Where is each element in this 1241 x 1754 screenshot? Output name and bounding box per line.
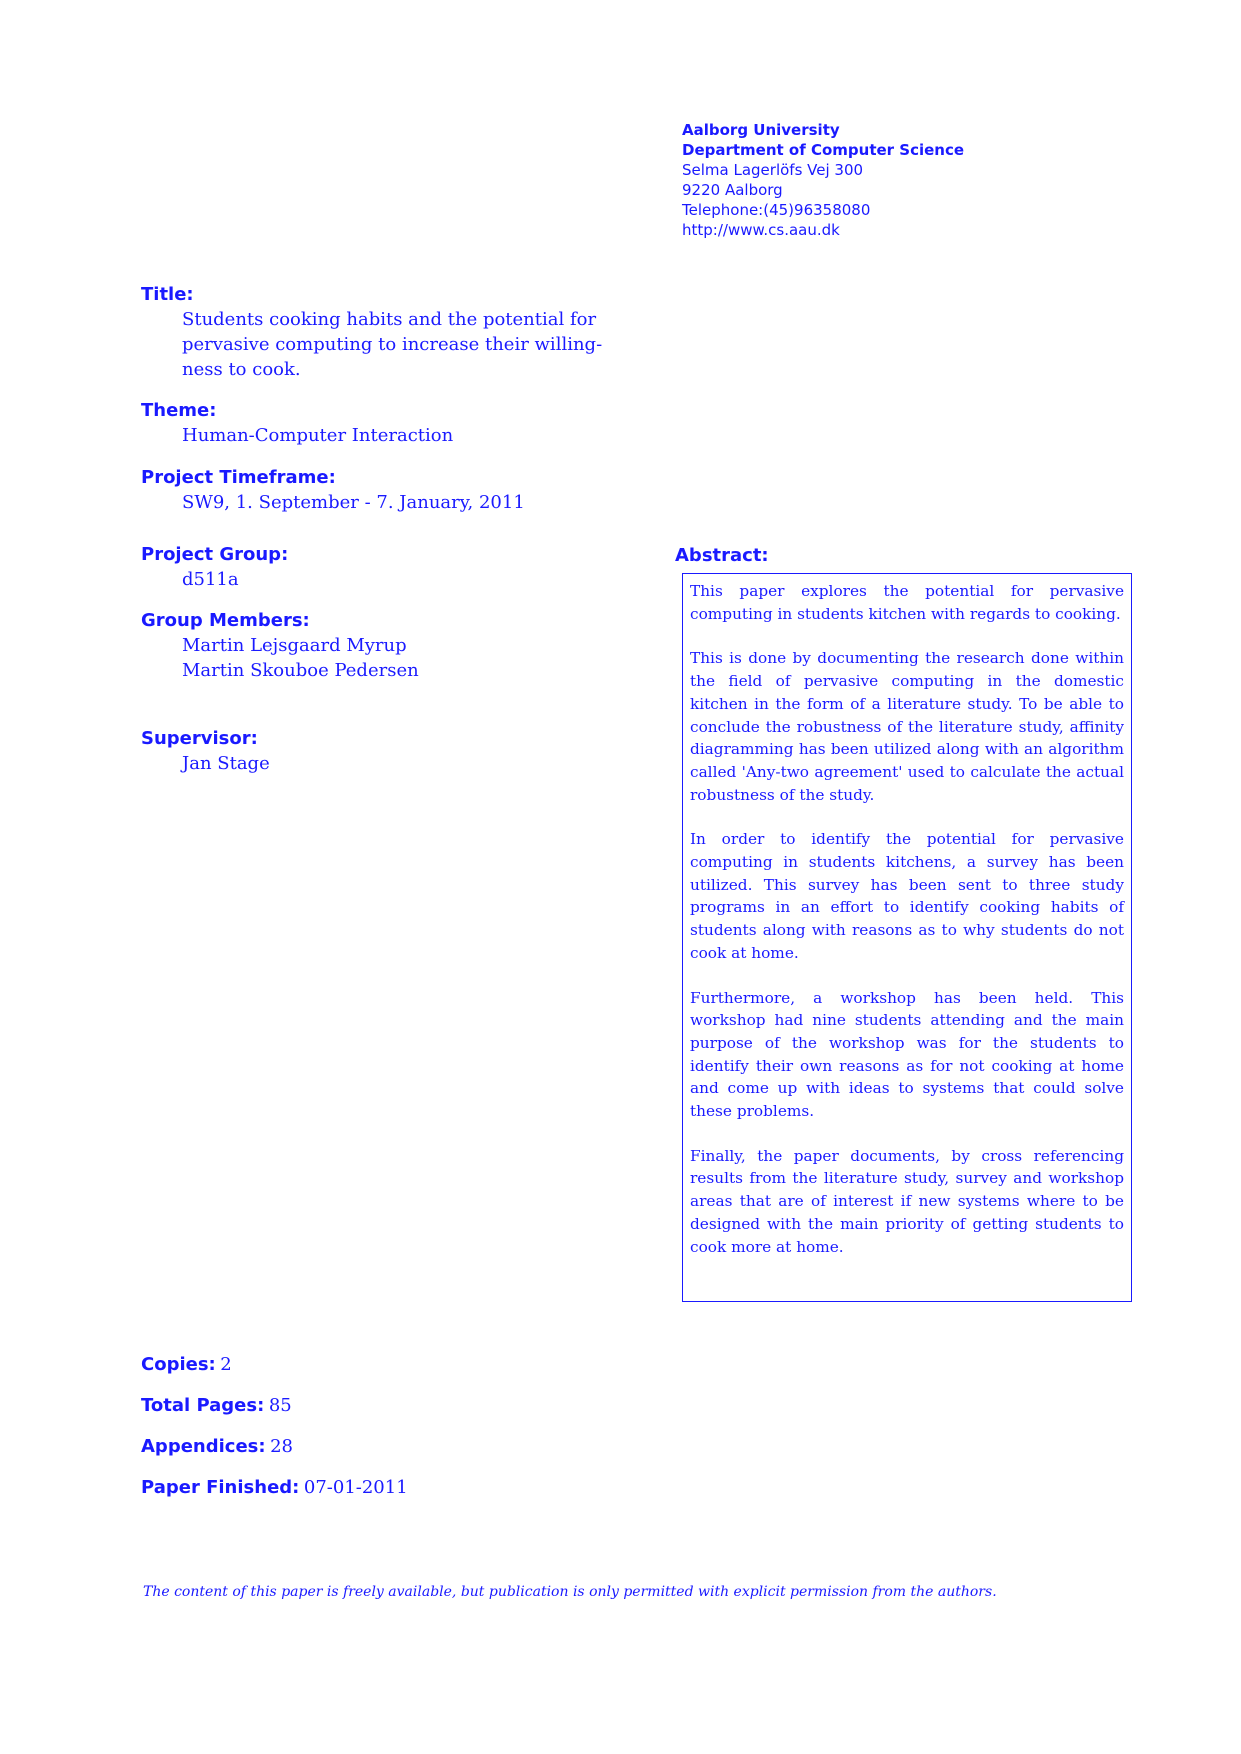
abstract-paragraph: Finally, the paper documents, by cross referencing results from the literature study, survey and workshop areas that are of interest if new systems where to be designed with the main priority of getting students to cook more at home.	[690, 1146, 1124, 1256]
project-group-section	[141, 543, 621, 592]
appendices-label: Appendices:	[141, 1436, 266, 1457]
supervisor-label: Supervisor:	[141, 728, 258, 749]
title-value	[141, 307, 622, 382]
theme-label: Theme:	[141, 400, 217, 421]
paper-finished-label: Paper Finished:	[141, 1477, 300, 1498]
telephone: Telephone:(45)96358080	[682, 201, 871, 219]
timeframe-value: SW9, 1. September - 7. January, 2011	[182, 492, 525, 513]
group-members-section	[141, 609, 621, 683]
total-pages-line	[141, 1393, 292, 1418]
abstract-paragraph: Furthermore, a workshop has been held. This workshop had nine students attending and the main purpose of the workshop was for the students to identify their own reasons as for not cooking at home and come up with ideas to systems that could solve these problems.	[690, 988, 1124, 1121]
title-line-1: Students cooking habits and the potential for	[182, 309, 597, 330]
copies-label: Copies:	[141, 1354, 216, 1375]
street-address: Selma Lagerlöfs Vej 300	[682, 161, 864, 179]
title-section	[141, 283, 621, 382]
supervisor-section	[141, 727, 621, 776]
title-line-3: ness to cook.	[182, 359, 301, 380]
title-line-2: pervasive computing to increase their willing-	[182, 334, 603, 355]
title-label: Title:	[141, 284, 194, 305]
total-pages-label: Total Pages:	[141, 1395, 265, 1416]
group-member: Martin Skouboe Pedersen	[182, 660, 419, 681]
paper-finished-line	[141, 1475, 408, 1500]
supervisor-value: Jan Stage	[182, 753, 270, 774]
paper-finished-value: 07-01-2011	[303, 1477, 408, 1498]
copies-value: 2	[220, 1354, 232, 1375]
group-member: Martin Lejsgaard Myrup	[182, 635, 407, 656]
appendices-value: 28	[270, 1436, 293, 1457]
theme-value: Human-Computer Interaction	[182, 425, 454, 446]
abstract-paragraph: This is done by documenting the research done within the field of pervasive computing in the domestic kitchen in the form of a literature study. To be able to conclude the robustness of the literature study, affinity diagramming has been utilized along with an algorithm called 'Any-two agreement' used to calculate the actual robustness of the study.	[690, 649, 1124, 804]
footer-note: The content of this paper is freely available, but publication is only permitted with explicit permission from the authors.	[143, 1584, 997, 1600]
copies-line	[141, 1352, 232, 1377]
theme-section	[141, 399, 621, 448]
university-name: Aalborg University	[682, 121, 840, 139]
city-address: 9220 Aalborg	[682, 181, 783, 199]
abstract-label: Abstract:	[675, 545, 769, 566]
abstract-paragraph: In order to identify the potential for pervasive computing in students kitchens, a survey has been utilized. This survey has been sent to three study programs in an effort to identify cooking habits of students along with reasons as to why students do not cook at home.	[690, 830, 1124, 962]
timeframe-section	[141, 466, 621, 515]
timeframe-label: Project Timeframe:	[141, 467, 336, 488]
project-group-value: d511a	[182, 569, 239, 590]
appendices-line	[141, 1434, 293, 1459]
university-address-block	[682, 120, 964, 240]
abstract-paragraph: This paper explores the potential for pervasive computing in students kitchen with regards to cooking.	[690, 582, 1124, 623]
department-name: Department of Computer Science	[682, 141, 965, 159]
total-pages-value: 85	[268, 1395, 292, 1416]
abstract-box	[682, 573, 1132, 1302]
project-group-label: Project Group:	[141, 544, 289, 565]
website-url: http://www.cs.aau.dk	[682, 221, 840, 239]
group-members-label: Group Members:	[141, 610, 310, 631]
